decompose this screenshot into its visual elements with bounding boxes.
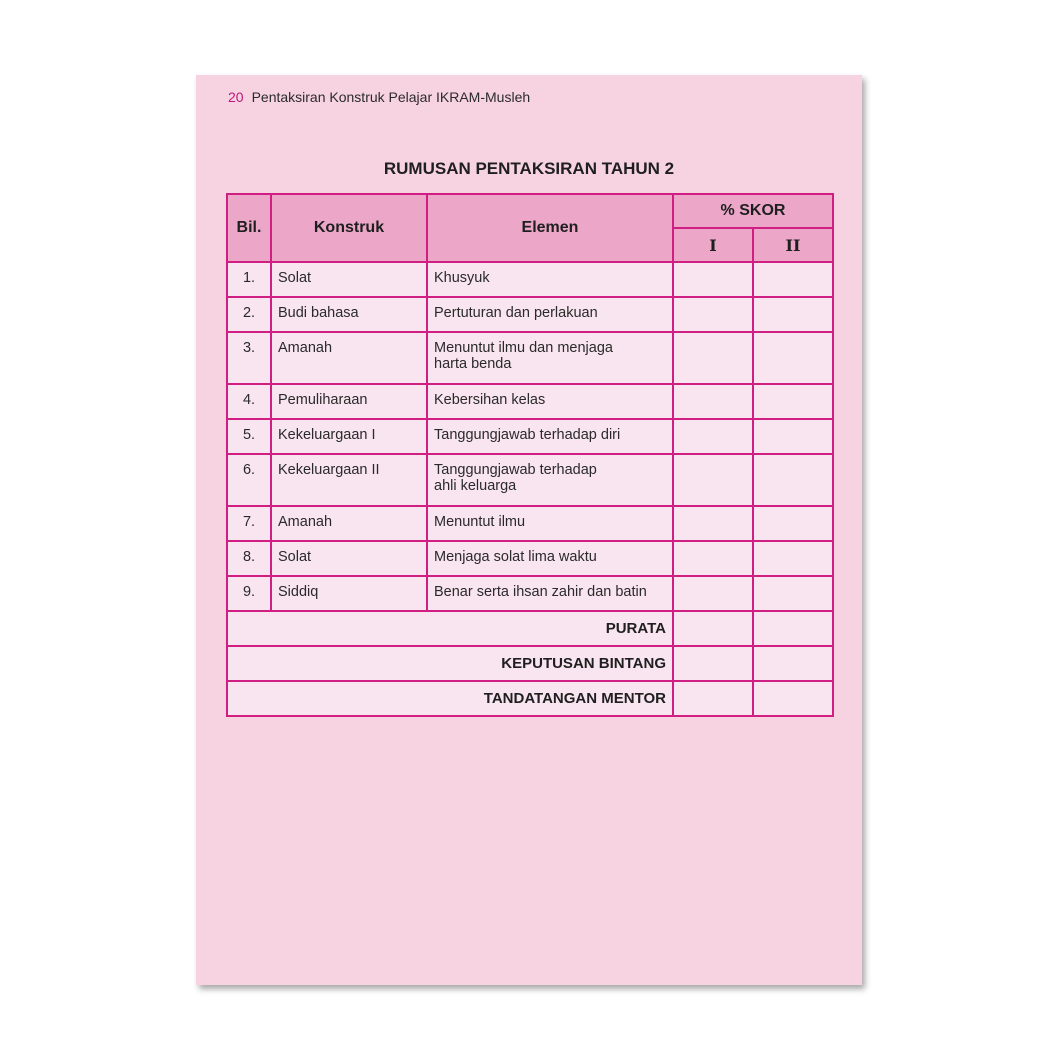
row-elemen xyxy=(427,454,673,506)
row-konstruk: Budi bahasa xyxy=(271,297,427,332)
header-bil: Bil. xyxy=(227,194,271,262)
running-header xyxy=(228,89,530,105)
row-konstruk: Kekeluargaan II xyxy=(271,454,427,506)
purata-label: PURATA xyxy=(227,611,673,646)
row-konstruk: Amanah xyxy=(271,332,427,384)
table-row xyxy=(227,332,833,384)
score-cell-ii[interactable] xyxy=(753,384,833,419)
keputusan-cell-ii[interactable] xyxy=(753,646,833,681)
row-bil: 5. xyxy=(227,419,271,454)
footer-row-keputusan xyxy=(227,646,833,681)
row-bil: 9. xyxy=(227,576,271,611)
table-row xyxy=(227,384,833,419)
purata-cell-i[interactable] xyxy=(673,611,753,646)
document-page xyxy=(196,75,862,985)
row-elemen-line: ahli keluarga xyxy=(434,478,517,494)
table-row xyxy=(227,297,833,332)
table-row xyxy=(227,576,833,611)
row-bil: 4. xyxy=(227,384,271,419)
score-cell-i[interactable] xyxy=(673,541,753,576)
score-cell-ii[interactable] xyxy=(753,297,833,332)
score-cell-i[interactable] xyxy=(673,332,753,384)
table-row xyxy=(227,506,833,541)
row-konstruk: Solat xyxy=(271,541,427,576)
keputusan-label: KEPUTUSAN BINTANG xyxy=(227,646,673,681)
row-bil: 8. xyxy=(227,541,271,576)
row-konstruk: Amanah xyxy=(271,506,427,541)
row-elemen: Tanggungjawab terhadap diri xyxy=(427,419,673,454)
row-bil: 6. xyxy=(227,454,271,506)
score-cell-i[interactable] xyxy=(673,384,753,419)
row-elemen: Kebersihan kelas xyxy=(427,384,673,419)
page-number: 20 xyxy=(228,89,244,105)
table-row xyxy=(227,454,833,506)
tandatangan-cell-ii[interactable] xyxy=(753,681,833,716)
row-bil: 1. xyxy=(227,262,271,297)
running-title: Pentaksiran Konstruk Pelajar IKRAM-Musleh xyxy=(251,89,531,105)
table-row xyxy=(227,262,833,297)
page-title: RUMUSAN PENTAKSIRAN TAHUN 2 xyxy=(383,159,675,178)
score-cell-ii[interactable] xyxy=(753,576,833,611)
score-cell-ii[interactable] xyxy=(753,541,833,576)
score-cell-i[interactable] xyxy=(673,262,753,297)
keputusan-cell-i[interactable] xyxy=(673,646,753,681)
footer-row-purata xyxy=(227,611,833,646)
score-cell-ii[interactable] xyxy=(753,332,833,384)
row-elemen: Menuntut ilmu xyxy=(427,506,673,541)
row-elemen-line: harta benda xyxy=(434,356,512,372)
tandatangan-label: TANDATANGAN MENTOR xyxy=(227,681,673,716)
header-elemen: Elemen xyxy=(427,194,673,262)
score-cell-ii[interactable] xyxy=(753,262,833,297)
header-skor-ii: II xyxy=(753,228,833,262)
row-bil: 7. xyxy=(227,506,271,541)
score-cell-i[interactable] xyxy=(673,506,753,541)
score-cell-ii[interactable] xyxy=(753,454,833,506)
row-bil: 3. xyxy=(227,332,271,384)
row-elemen: Benar serta ihsan zahir dan batin xyxy=(427,576,673,611)
row-elemen-line: Menuntut ilmu dan menjaga xyxy=(434,340,613,356)
row-elemen-line: Tanggungjawab terhadap xyxy=(434,462,597,478)
row-elemen: Menjaga solat lima waktu xyxy=(427,541,673,576)
row-elemen xyxy=(427,332,673,384)
header-skor: % SKOR xyxy=(673,194,833,228)
score-cell-i[interactable] xyxy=(673,419,753,454)
row-bil: 2. xyxy=(227,297,271,332)
row-konstruk: Siddiq xyxy=(271,576,427,611)
score-cell-i[interactable] xyxy=(673,297,753,332)
header-konstruk: Konstruk xyxy=(271,194,427,262)
purata-cell-ii[interactable] xyxy=(753,611,833,646)
score-cell-ii[interactable] xyxy=(753,419,833,454)
row-konstruk: Kekeluargaan I xyxy=(271,419,427,454)
row-elemen: Pertuturan dan perlakuan xyxy=(427,297,673,332)
row-konstruk: Solat xyxy=(271,262,427,297)
score-cell-ii[interactable] xyxy=(753,506,833,541)
row-konstruk: Pemuliharaan xyxy=(271,384,427,419)
table-row xyxy=(227,541,833,576)
footer-row-tandatangan xyxy=(227,681,833,716)
row-elemen: Khusyuk xyxy=(427,262,673,297)
score-cell-i[interactable] xyxy=(673,454,753,506)
tandatangan-cell-i[interactable] xyxy=(673,681,753,716)
header-skor-i: I xyxy=(673,228,753,262)
assessment-table xyxy=(226,193,834,717)
score-cell-i[interactable] xyxy=(673,576,753,611)
table-row xyxy=(227,419,833,454)
